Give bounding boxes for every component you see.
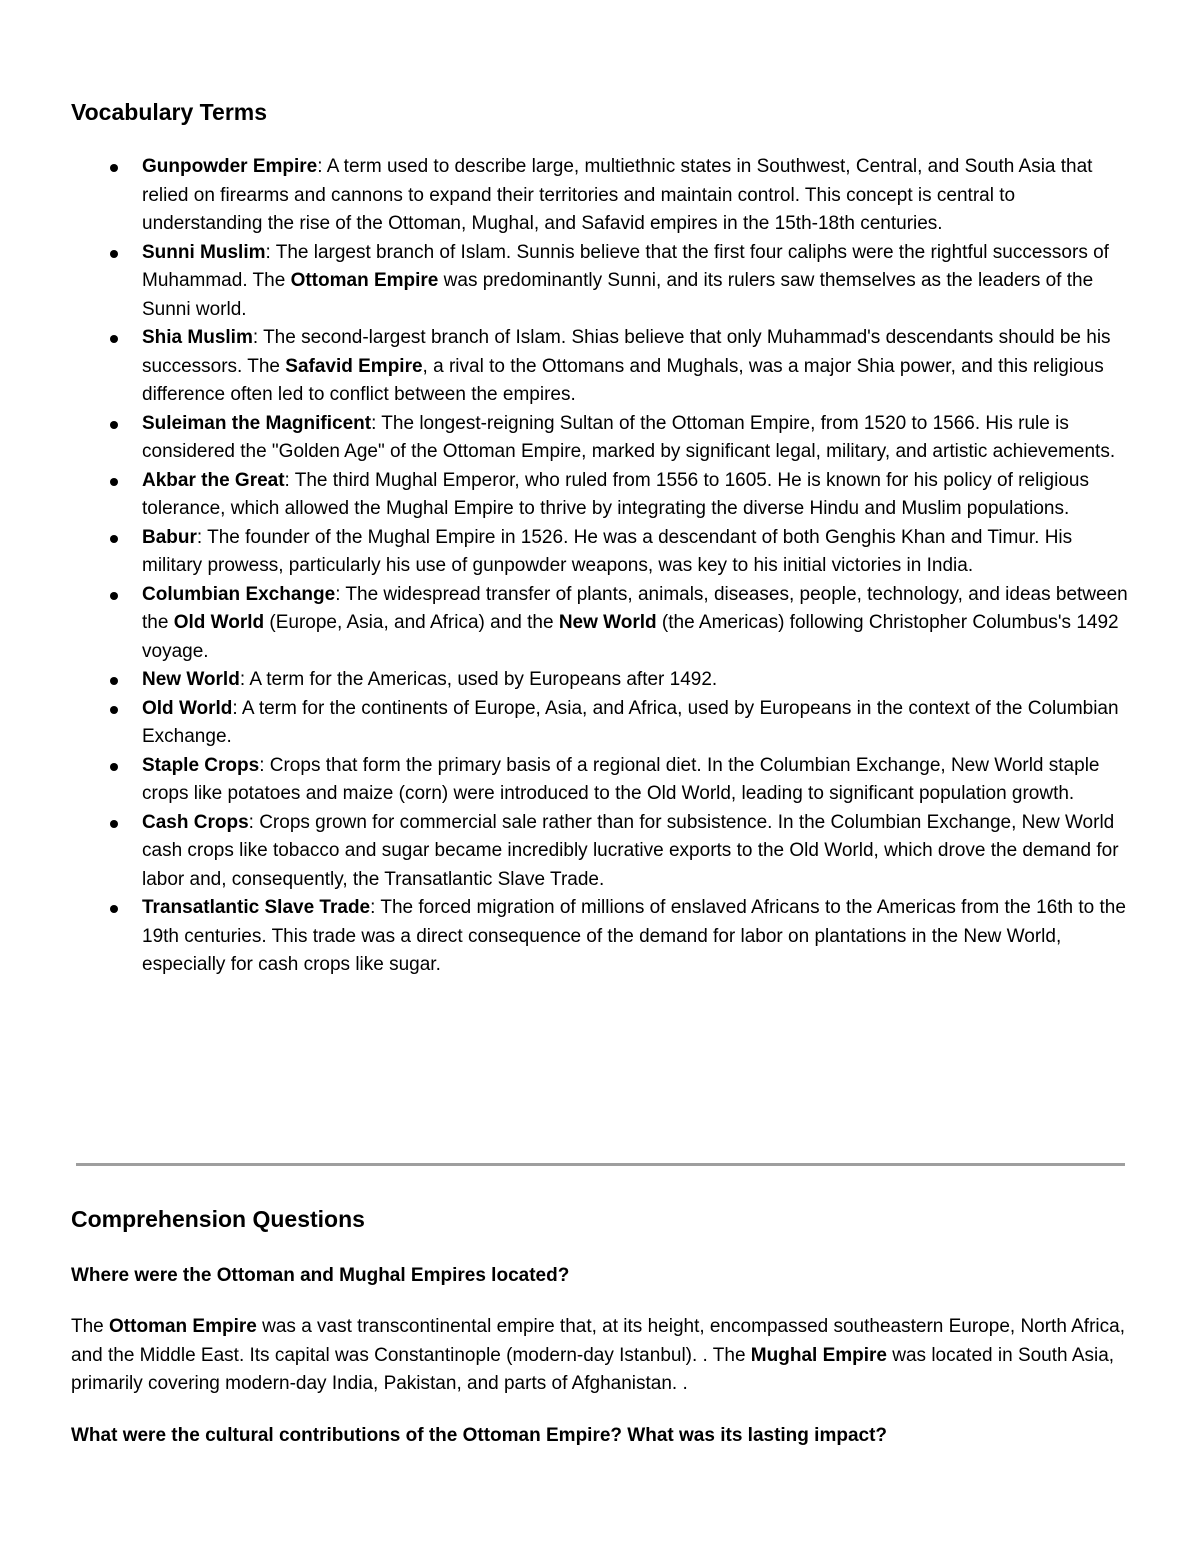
list-item [71,410,1131,467]
term-definition: : A term for the Americas, used by Europeans after 1492. [239,669,718,690]
list-item [71,153,1131,239]
list-item [71,695,1131,752]
emphasis-text: Ottoman Empire [109,1316,257,1337]
term-definition: : The third Mughal Emperor, who ruled from 1556 to 1605. He is known for his policy of religious tolerance, which allowed the Mughal Empire to thrive by integrating the diverse Hindu and Muslim populations. [142,469,1089,519]
emphasis-text: Ottoman Empire [290,270,439,291]
term-definition: : A term used to describe large, multiethnic states in Southwest, Central, and South Asia that relied on firearms and cannons to expand their territories and maintain control. This concept is central to understanding the rise of the Ottoman, Mughal, and Safavid empires in the 15th-18th centuries. [142,156,1093,234]
term-definition: : The second-largest branch of Islam. Shias believe that only Muhammad's descendants should be his successors. The [142,327,1111,377]
term-definition: : The largest branch of Islam. Sunnis believe that the first four caliphs were the rightful successors of Muhammad. The [142,241,1109,291]
answer-text: The [71,1316,110,1337]
emphasis-text: New World [558,612,657,633]
term-label: Sunni Muslim [142,241,266,263]
term-definition: : The forced migration of millions of enslaved Africans to the Americas from the 16th to the 19th centuries. This trade was a direct consequence of the demand for labor on plantations in the New World, especially for cash crops like sugar. [142,897,1126,975]
emphasis-text: Mughal Empire [750,1344,887,1366]
vocabulary-heading: Vocabulary Terms [71,99,268,125]
list-item [71,894,1131,980]
list-item [71,752,1131,809]
term-label: Gunpowder Empire [142,156,318,177]
bullet-icon [110,478,118,486]
bullet-icon [110,164,118,172]
bullet-icon [110,592,118,600]
term-label: Akbar the Great [142,469,285,491]
list-item [71,809,1131,895]
term-label: Cash Crops [142,811,249,833]
term-label: Shia Muslim [142,327,253,348]
term-definition: , a rival to the Ottomans and Mughals, was a major Shia power, and this religious difference often led to conflict between the empires. [142,355,1104,405]
term-label: Suleiman the Magnificent [142,412,372,434]
term-definition: : The longest-reigning Sultan of the Ottoman Empire, from 1520 to 1566. His rule is considered the "Golden Age" of the Ottoman Empire, marked by significant legal, military, and artistic achievements. [142,412,1116,462]
term-definition: : Crops grown for commercial sale rather than for subsistence. In the Columbian Exchange, New World cash crops like tobacco and sugar became incredibly lucrative exports to the Old World, which drove the demand for labor and, consequently, the Transatlantic Slave Trade. [142,811,1119,890]
vocabulary-list [71,153,1131,980]
emphasis-text: Old World [173,612,265,633]
term-definition: : The widespread transfer of plants, animals, diseases, people, technology, and ideas between the [142,583,1128,633]
term-definition: was predominantly Sunni, and its rulers saw themselves as the leaders of the Sunni world. [142,270,1094,320]
term-definition: (Europe, Asia, and Africa) and the [264,612,559,633]
bullet-icon [110,763,118,771]
comprehension-heading: Comprehension Questions [71,1206,365,1232]
term-definition: : The founder of the Mughal Empire in 1526. He was a descendant of both Genghis Khan and Timur. His military prowess, particularly his use of gunpowder weapons, was key to his initial victories in India. [142,526,1073,576]
bullet-icon [110,820,118,828]
list-item [71,467,1131,524]
term-label: New World [142,669,240,690]
bullet-icon [110,335,118,343]
bullet-icon [110,535,118,543]
question-1: Where were the Ottoman and Mughal Empires located? [71,1265,570,1286]
bullet-icon [110,905,118,913]
term-label: Old World [142,697,233,719]
term-definition: (the Americas) following Christopher Columbus's 1492 voyage. [142,612,1119,662]
term-definition: : A term for the continents of Europe, Asia, and Africa, used by Europeans in the context of the Columbian Exchange. [142,697,1119,747]
question-2: What were the cultural contributions of the Ottoman Empire? What was its lasting impact? [71,1425,888,1446]
bullet-icon [110,706,118,714]
list-item [71,524,1131,581]
answer-text: was a vast transcontinental empire that, at its height, encompassed southeastern Europe, North Africa, and the Middle East. Its capital was Constantinople (modern-day Istanbul). . The [71,1316,1125,1366]
list-item [71,324,1131,410]
term-label: Transatlantic Slave Trade [142,897,371,918]
bullet-icon [110,421,118,429]
term-definition: : Crops that form the primary basis of a regional diet. In the Columbian Exchange, New World staple crops like potatoes and maize (corn) were introduced to the Old World, leading to significant population growth. [142,754,1100,804]
list-item [71,581,1131,667]
list-item [71,666,1131,695]
section-divider [76,1163,1125,1166]
list-item [71,239,1131,325]
term-label: Staple Crops [142,754,260,776]
answer-text: was located in South Asia, primarily covering modern-day India, Pakistan, and parts of Afghanistan. . [71,1344,1115,1394]
bullet-icon [110,677,118,685]
term-label: Columbian Exchange [142,583,336,605]
bullet-icon [110,250,118,258]
term-label: Babur [142,526,197,548]
answer-1 [71,1313,1131,1399]
emphasis-text: Safavid Empire [285,355,423,377]
